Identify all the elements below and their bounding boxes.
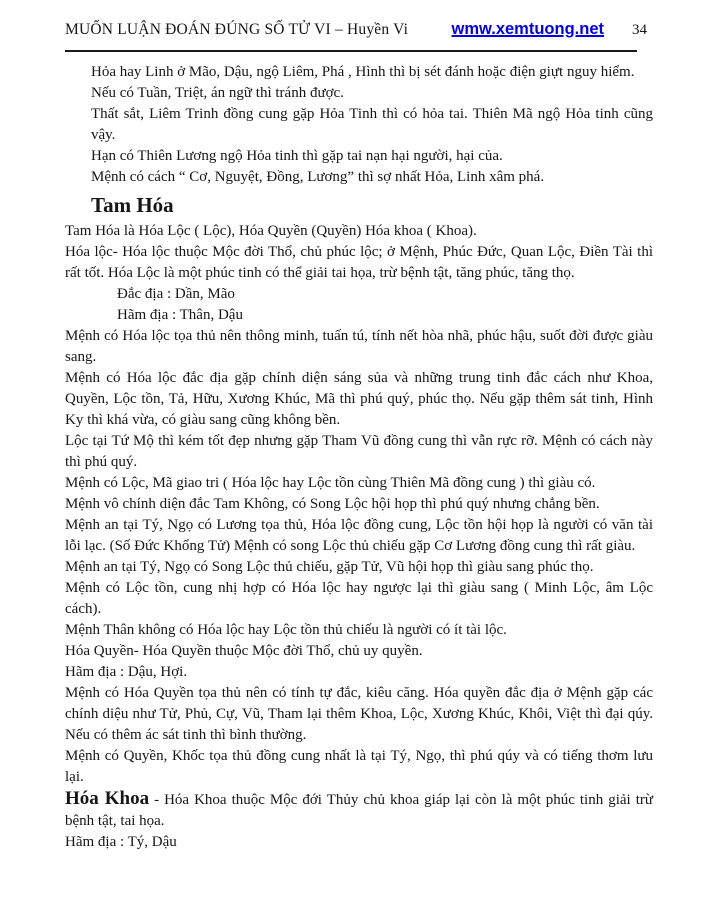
quote-line: Hạn có Thiên Lương ngộ Hỏa tinh thì gặp tai nạn hại người, hại của.: [91, 148, 503, 164]
quote-line: Thất sắt, Liêm Trinh đồng cung gặp Hỏa Tinh thì có hỏa tai. Thiên Mã ngộ Hỏa tinh cũng vậy.: [91, 106, 653, 143]
page-number: 34: [632, 22, 647, 38]
paragraph: Lộc tại Tứ Mộ thì kém tốt đẹp nhưng gặp Tham Vũ đồng cung thì vẫn rực rỡ. Mệnh có cách này thì phú quý.: [65, 433, 653, 470]
paragraph: Mệnh có Hóa Quyền tọa thủ nên có tính tự đắc, kiêu căng. Hóa quyền đắc địa ở Mệnh gặp các chính diệu như Tử, Phủ, Cự, Vũ, Tham lại thêm Khoa, Lộc, Xương Khúc, Khôi, Việt thì đại qúy. Nếu có thêm ác sát tinh thì bình thường.: [65, 685, 653, 743]
paragraph: Mệnh Thân không có Hóa lộc hay Lộc tồn thủ chiếu là người có ít tài lộc.: [65, 622, 507, 638]
paragraph: Hãm địa : Dậu, Hợi.: [65, 664, 188, 680]
book-title: MUỐN LUẬN ĐOÁN ĐÚNG SỐ TỬ VI – Huyền Vi: [65, 21, 409, 38]
paragraph-hoa-khoa: [65, 788, 653, 832]
quote-line: Nếu có Tuần, Triệt, án ngữ thì tránh được.: [91, 85, 344, 101]
paragraph: Mệnh có Hóa lộc đắc địa gặp chính diện sáng sủa và những trung tinh đắc cách như Khoa, Quyền, Lộc tồn, Tả, Hữu, Xương Khúc, Mã thì phú quý, phúc thọ. Nếu gặp thêm sát tinh, Hình Ky thì khá vừa, có giàu sang cũng không bền.: [65, 370, 653, 428]
section-heading-hoa-khoa: Hóa Khoa: [65, 788, 150, 809]
paragraph: Hãm địa : Tý, Dậu: [65, 834, 177, 850]
paragraph: Mệnh có Lộc tồn, cung nhị hợp có Hóa lộc hay ngược lại thì giàu sang ( Minh Lộc, âm Lộc cách).: [65, 580, 653, 617]
paragraph: Hóa Quyền- Hóa Quyền thuộc Mộc đời Thổ, chủ uy quyền.: [65, 643, 423, 659]
paragraph: Mệnh có Lộc, Mã giao tri ( Hóa lộc hay Lộc tồn cùng Thiên Mã đồng cung ) thì giàu có.: [65, 475, 596, 491]
quote-line: Hỏa hay Linh ở Mão, Dậu, ngộ Liêm, Phá , Hình thì bị sét đánh hoặc điện giựt nguy hiểm.: [91, 64, 635, 80]
website-link[interactable]: wmw.xemtuong.net: [451, 20, 604, 38]
paragraph: Mệnh vô chính diện đắc Tam Không, có Song Lộc hội họp thì phú quý nhưng chẳng bền.: [65, 496, 600, 512]
page-header: [65, 20, 653, 39]
section-heading-tam-hoa: Tam Hóa: [91, 193, 174, 217]
paragraph: Mệnh an tại Tý, Ngọ có Lương tọa thủ, Hóa lộc đồng cung, Lộc tồn hội họp là người có văn tài lỗi lạc. (Số Đức Khổng Tử) Mệnh có song Lộc thủ chiếu gặp Cơ Lương đồng cung thì rất giàu.: [65, 517, 653, 554]
list-item-dac-dia: Đắc địa : Dần, Mão: [117, 286, 235, 302]
paragraph: Mệnh an tại Tý, Ngọ có Song Lộc thủ chiếu, gặp Tử, Vũ hội họp thì giàu sang phúc thọ.: [65, 559, 594, 575]
paragraph-text: - Hóa Khoa thuộc Mộc đới Thủy chủ khoa giáp lại còn là một phúc tinh giải trừ bệnh tật, tai họa.: [65, 792, 653, 829]
paragraph: Mệnh có Hóa lộc tọa thủ nên thông minh, tuấn tú, tính nết hòa nhã, phúc hậu, suốt đời được giàu sang.: [65, 328, 653, 365]
paragraph: Mệnh có Quyền, Khốc tọa thủ đồng cung nhất là tại Tý, Ngọ, thì phú qúy và có tiếng thơm lưu lại.: [65, 748, 653, 785]
quote-line: Mệnh có cách “ Cơ, Nguyệt, Đồng, Lương” thì sợ nhất Hỏa, Linh xâm phá.: [91, 169, 545, 185]
paragraph: Tam Hóa là Hóa Lộc ( Lộc), Hóa Quyền (Quyền) Hóa khoa ( Khoa).: [65, 223, 477, 239]
list-item-ham-dia: Hãm địa : Thân, Dậu: [117, 307, 243, 323]
header-divider: [65, 50, 637, 52]
document-body: [65, 62, 653, 853]
paragraph: Hóa lộc- Hóa lộc thuộc Mộc đời Thổ, chủ phúc lộc; ở Mệnh, Phúc Đức, Quan Lộc, Điền Tài thì rất tốt. Hóa Lộc là một phúc tinh có thể giải tai họa, trừ bệnh tật, tăng phúc, tăng thọ.: [65, 244, 653, 281]
